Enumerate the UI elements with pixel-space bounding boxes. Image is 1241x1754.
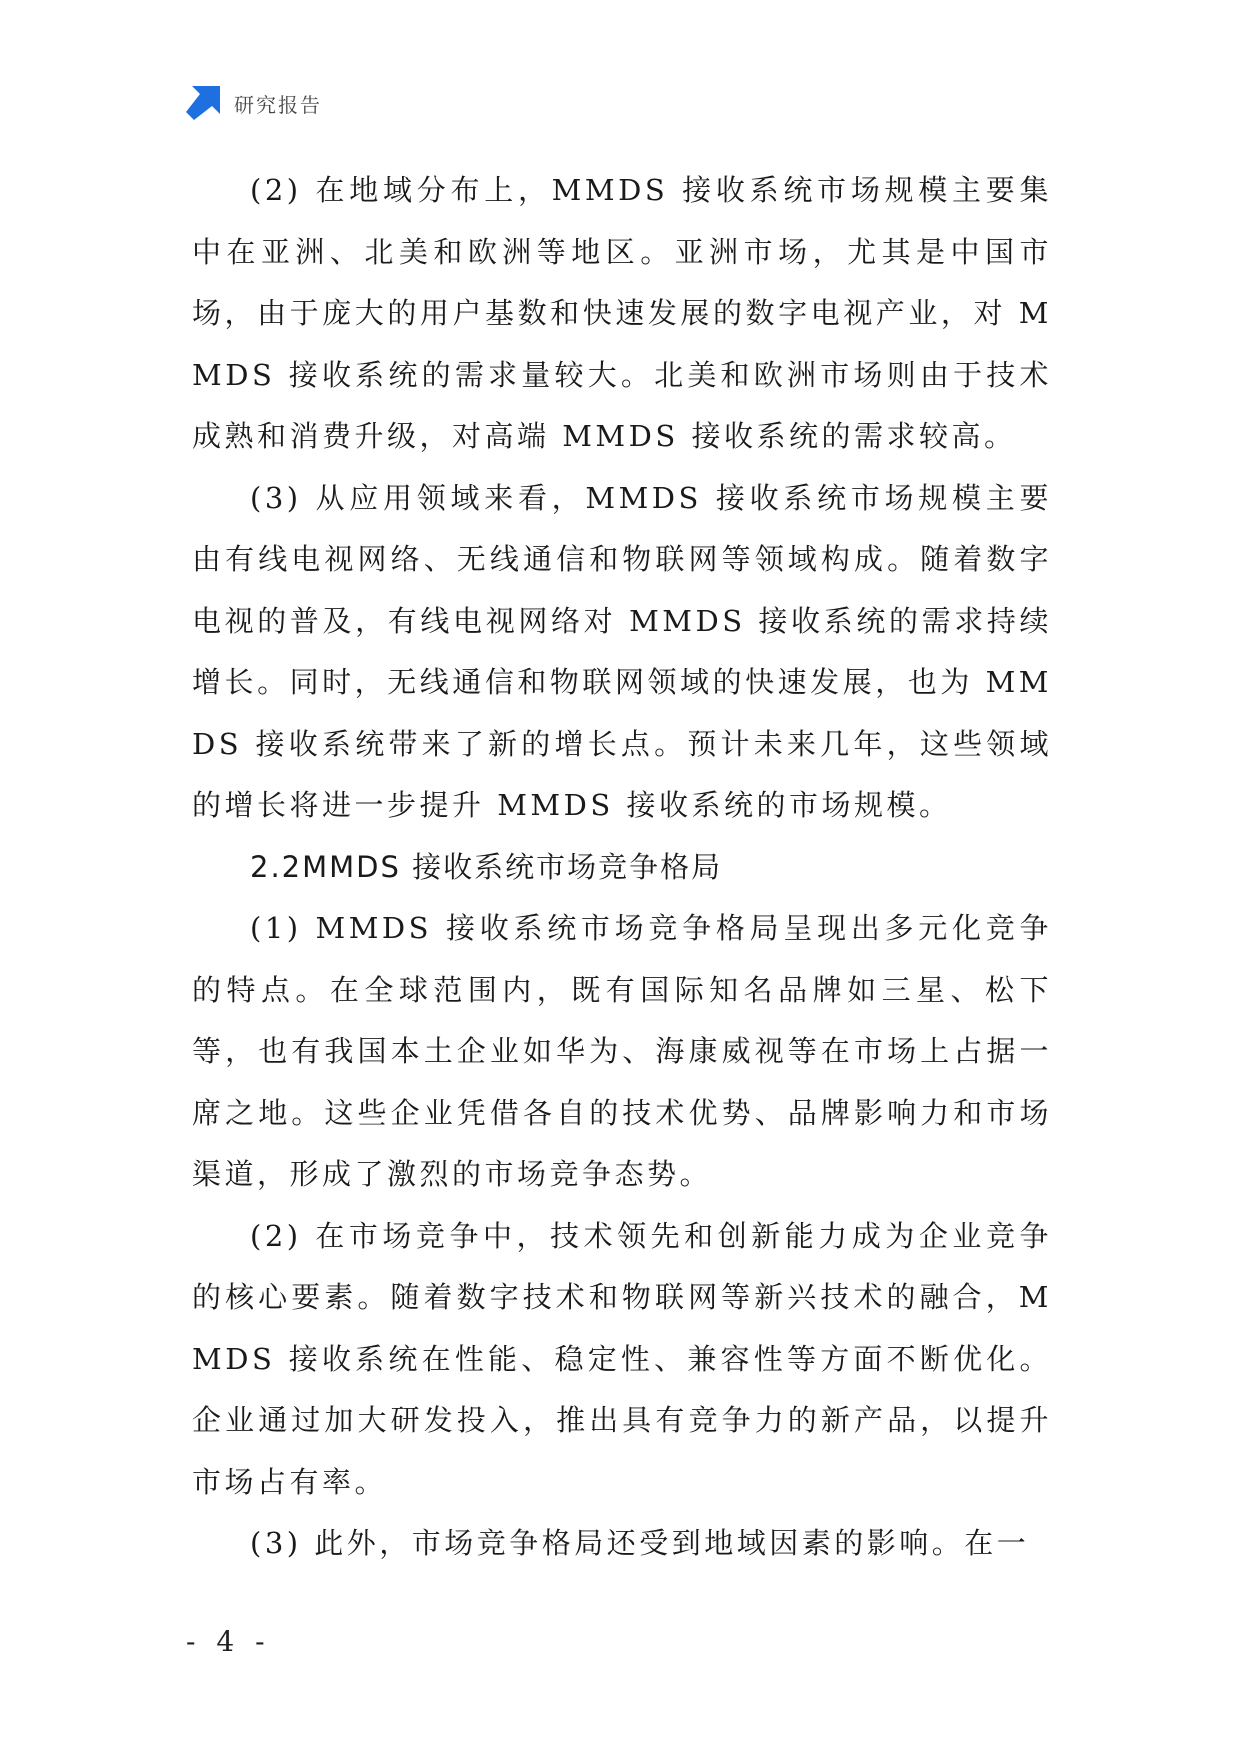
paragraph-application-fields: (3) 从应用领域来看，MMDS 接收系统市场规模主要由有线电视网络、无线通信和物联网等领域构成。随着数字电视的普及，有线电视网络对 MMDS 接收系统的需求持续增长。同时，无线通信和物联网领域的快速发展，也为 MMDS 接收系统带来了新的增长点。预计未来几年，这些领域的增长将进一步提升 MMDS 接收系统的市场规模。 (192, 480, 1052, 822)
arrow-up-right-icon (186, 86, 220, 120)
paragraph-diversified-competition: (1) MMDS 接收系统市场竞争格局呈现出多元化竞争的特点。在全球范围内，既有国际知名品牌如三星、松下等，也有我国本土企业如华为、海康威视等在市场上占据一席之地。这些企业凭借各自的技术优势、品牌影响力和市场渠道，形成了激烈的市场竞争态势。 (192, 911, 1052, 1191)
section-heading-competition: 2.2MMDS 接收系统市场竞争格局 (250, 849, 723, 884)
paragraph-technology-innovation: (2) 在市场竞争中，技术领先和创新能力成为企业竞争的核心要素。随着数字技术和物联网等新兴技术的融合，MMDS 接收系统在性能、稳定性、兼容性等方面不断优化。企业通过加大研发投入，推出具有竞争力的新产品，以提升市场占有率。 (192, 1218, 1052, 1499)
header-label: 研究报告 (234, 92, 322, 117)
paragraph-regional-distribution: (2) 在地域分布上，MMDS 接收系统市场规模主要集中在亚洲、北美和欧洲等地区。亚洲市场，尤其是中国市场，由于庞大的用户基数和快速发展的数字电视产业，对 MMDS 接收系统的需求量较大。北美和欧洲市场则由于技术成熟和消费升级，对高端 MMDS 接收系统的需求较高。 (192, 173, 1052, 453)
report-header (186, 86, 322, 120)
paragraph-regional-factors: (3) 此外，市场竞争格局还受到地域因素的影响。在一 (250, 1526, 1030, 1560)
page-number: - 4 - (186, 1625, 271, 1658)
document-body (192, 160, 1052, 1575)
